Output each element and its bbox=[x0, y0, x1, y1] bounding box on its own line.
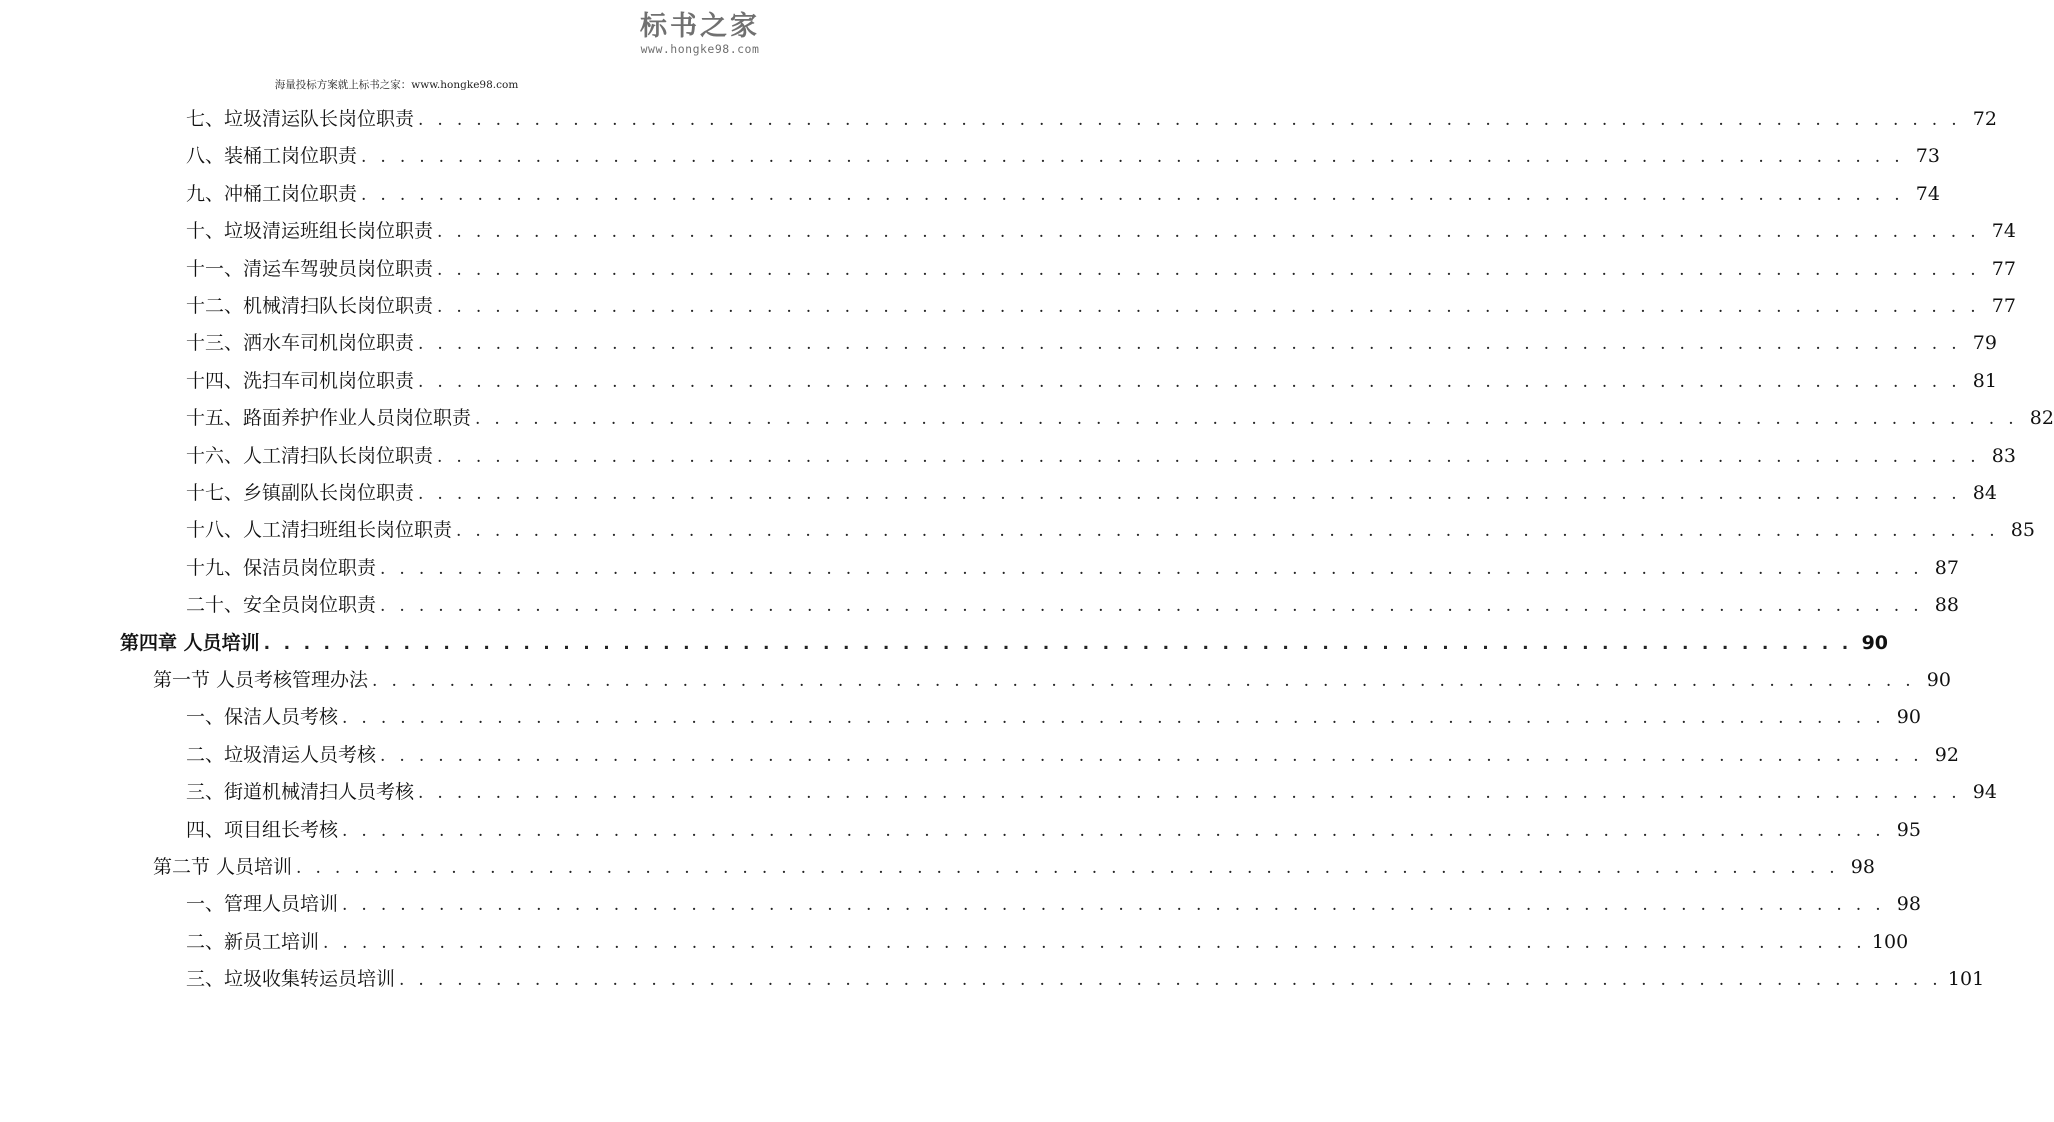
toc-entry-page-number: 74 bbox=[1915, 182, 1940, 205]
toc-entry-label: 九、冲桶工岗位职责 bbox=[186, 182, 358, 205]
toc-entry-item[interactable] bbox=[186, 251, 2016, 288]
toc-entry-item[interactable] bbox=[186, 213, 2016, 250]
toc-entry-item[interactable] bbox=[186, 699, 1921, 736]
toc-entry-label: 七、垃圾清运队长岗位职责 bbox=[186, 108, 415, 130]
toc-entry-label: 十、垃圾清运班组长岗位职责 bbox=[186, 220, 434, 243]
dot-leader: . . . . . . . . . . . . . . . . . . . . . . . . . . . . . . . . . . . . . . . . . . . . . . . . . . . . . . . . . . . . . . . . . . . . . . . . . . . . . . . . bbox=[418, 110, 1961, 130]
site-logo bbox=[625, 12, 775, 56]
toc-entry-page-number: 72 bbox=[1972, 108, 1997, 130]
toc-entry-label: 十一、清运车驾驶员岗位职责 bbox=[186, 257, 434, 280]
toc-entry-chapter[interactable] bbox=[120, 625, 1889, 662]
site-banner: 海量投标方案就上标书之家：www.hongke98.com bbox=[274, 79, 519, 91]
toc-entry-page-number: 98 bbox=[1896, 893, 1921, 916]
toc-entry-label: 三、街道机械清扫人员考核 bbox=[186, 781, 415, 804]
dot-leader: . . . . . . . . . . . . . . . . . . . . . . . . . . . . . . . . . . . . . . . . . . . . . . . . . . . . . . . . . . . . . . . . . . . . . . . . . . . . . . . . bbox=[418, 484, 1961, 504]
dot-leader: . . . . . . . . . . . . . . . . . . . . . . . . . . . . . . . . . . . . . . . . . . . . . . . . . . . . . . . . . . . . . . . . . . . . . . . . . . . . . . . . bbox=[323, 932, 1866, 953]
toc-entry-page-number: 81 bbox=[1972, 369, 1997, 392]
dot-leader: . . . . . . . . . . . . . . . . . . . . . . . . . . . . . . . . . . . . . . . . . . . . . . . . . . . . . . . . . . . . . . . . . . . . . . . . . . . . . . . . bbox=[380, 745, 1923, 766]
toc-entry-label: 二十、安全员岗位职责 bbox=[186, 594, 377, 617]
toc-entry-item[interactable] bbox=[186, 176, 1940, 213]
dot-leader: . . . . . . . . . . . . . . . . . . . . . . . . . . . . . . . . . . . . . . . . . . . . . . . . . . . . . . . . . . . . . . . . . . . . . . . . . . . . . . . . bbox=[418, 371, 1961, 392]
toc-entry-item[interactable] bbox=[186, 101, 1997, 138]
toc-entry-page-number: 83 bbox=[1991, 444, 2016, 467]
toc-entry-label: 四、项目组长考核 bbox=[186, 818, 339, 841]
toc-entry-label: 十七、乡镇副队长岗位职责 bbox=[186, 482, 415, 504]
toc-entry-label: 十九、保洁员岗位职责 bbox=[186, 556, 377, 579]
dot-leader: . . . . . . . . . . . . . . . . . . . . . . . . . . . . . . . . . . . . . . . . . . . . . . . . . . . . . . . . . . . . . . . . . . . . . . . . . . . . . . . . bbox=[380, 558, 1923, 579]
toc-entry-section[interactable] bbox=[153, 662, 1951, 699]
toc-entry-page-number: 88 bbox=[1934, 594, 1959, 617]
toc-entry-page-number: 73 bbox=[1915, 145, 1940, 168]
toc-entry-item[interactable] bbox=[186, 512, 2035, 549]
toc-entry-label: 十八、人工清扫班组长岗位职责 bbox=[186, 519, 453, 542]
toc-entry-page-number: 90 bbox=[1926, 669, 1951, 691]
toc-entry-item[interactable] bbox=[186, 737, 1959, 774]
dot-leader: . . . . . . . . . . . . . . . . . . . . . . . . . . . . . . . . . . . . . . . . . . . . . . . . . . . . . . . . . . . . . . . . . . . . . . . . . . . . . . . . bbox=[437, 259, 1980, 280]
dot-leader: . . . . . . . . . . . . . . . . . . . . . . . . . . . . . . . . . . . . . . . . . . . . . . . . . . . . . . . . . . . . . . . . . . . . . . . . . . . . . . . . bbox=[418, 783, 1961, 804]
toc-entry-page-number: 77 bbox=[1991, 257, 2016, 280]
dot-leader: . . . . . . . . . . . . . . . . . . . . . . . . . . . . . . . . . . . . . . . . . . . . . . . . . . . . . . . . . . . . . . . . . . . . . . . . . . . . . . . . bbox=[475, 409, 2018, 430]
dot-leader: . . . . . . . . . . . . . . . . . . . . . . . . . . . . . . . . . . . . . . . . . . . . . . . . . . . . . . . . . . . . . . . . . . . . . . . . . . . . . . . . bbox=[342, 820, 1885, 841]
toc-entry-item[interactable] bbox=[186, 325, 1997, 362]
dot-leader: . . . . . . . . . . . . . . . . . . . . . . . . . . . . . . . . . . . . . . . . . . . . . . . . . . . . . . . . . . . . . . . . . . . . . . . . . . . . . . . . bbox=[399, 970, 1942, 991]
dot-leader: . . . . . . . . . . . . . . . . . . . . . . . . . . . . . . . . . . . . . . . . . . . . . . . . . . . . . . . . . . . . . . . . . . . . . . . . . . . . . . . . bbox=[437, 222, 1980, 243]
toc-entry-item[interactable] bbox=[186, 550, 1959, 587]
toc-entry-label: 十四、洗扫车司机岗位职责 bbox=[186, 369, 415, 392]
toc-entry-page-number: 87 bbox=[1934, 556, 1959, 579]
toc-entry-page-number: 90 bbox=[1896, 706, 1921, 729]
toc-entry-label: 二、垃圾清运人员考核 bbox=[186, 743, 377, 766]
toc-entry-label: 十五、路面养护作业人员岗位职责 bbox=[186, 407, 472, 430]
toc-entry-label: 第二节 人员培训 bbox=[153, 856, 293, 878]
toc-entry-item[interactable] bbox=[186, 774, 1997, 811]
toc-entry-page-number: 100 bbox=[1871, 930, 1909, 953]
toc-entry-label: 第四章 人员培训 bbox=[120, 631, 260, 654]
dot-leader: . . . . . . . . . . . . . . . . . . . . . . . . . . . . . . . . . . . . . . . . . . . . . . . . . . . . . . . . . . . . . . . . . . . . . . . . . . . . . . . . bbox=[342, 895, 1885, 916]
toc-entry-label: 三、垃圾收集转运员培训 bbox=[186, 968, 396, 991]
dot-leader: . . . . . . . . . . . . . . . . . . . . . . . . . . . . . . . . . . . . . . . . . . . . . . . . . . . . . . . . . . . . . . . . . . . . . . . . . . . . . . . . bbox=[437, 297, 1980, 317]
dot-leader: . . . . . . . . . . . . . . . . . . . . . . . . . . . . . . . . . . . . . . . . . . . . . . . . . . . . . . . . . . . . . . . . . . . . . . . . . . . . . . . . bbox=[372, 671, 1915, 691]
toc-entry-page-number: 77 bbox=[1991, 295, 2016, 317]
dot-leader: . . . . . . . . . . . . . . . . . . . . . . . . . . . . . . . . . . . . . . . . . . . . . . . . . . . . . . . . . . . . . . . . . . . . . . . . . . . . . . . . bbox=[296, 858, 1839, 878]
toc-entry-item[interactable] bbox=[186, 924, 1909, 961]
logo-title: 标书之家 bbox=[640, 11, 760, 42]
toc-entry-label: 第一节 人员考核管理办法 bbox=[153, 669, 369, 691]
toc-entry-page-number: 84 bbox=[1972, 482, 1997, 504]
toc-entry-item[interactable] bbox=[186, 400, 2054, 437]
toc-entry-page-number: 95 bbox=[1896, 818, 1921, 841]
toc-entry-page-number: 79 bbox=[1972, 332, 1997, 355]
dot-leader: . . . . . . . . . . . . . . . . . . . . . . . . . . . . . . . . . . . . . . . . . . . . . . . . . . . . . . . . . . . . . . . . . . . . . . . . . . . . . . . . bbox=[263, 633, 1853, 654]
toc-entry-label: 十六、人工清扫队长岗位职责 bbox=[186, 444, 434, 467]
dot-leader: . . . . . . . . . . . . . . . . . . . . . . . . . . . . . . . . . . . . . . . . . . . . . . . . . . . . . . . . . . . . . . . . . . . . . . . . . . . . . . . . bbox=[361, 184, 1904, 205]
toc-entry-page-number: 85 bbox=[2010, 519, 2035, 542]
toc-entry-item[interactable] bbox=[186, 587, 1959, 624]
toc-entry-item[interactable] bbox=[186, 438, 2016, 475]
toc-entry-page-number: 101 bbox=[1947, 968, 1985, 991]
toc-entry-label: 十三、洒水车司机岗位职责 bbox=[186, 332, 415, 355]
dot-leader: . . . . . . . . . . . . . . . . . . . . . . . . . . . . . . . . . . . . . . . . . . . . . . . . . . . . . . . . . . . . . . . . . . . . . . . . . . . . . . . . bbox=[342, 708, 1885, 729]
toc-entry-item[interactable] bbox=[186, 475, 1997, 512]
toc-entry-item[interactable] bbox=[186, 288, 2016, 325]
toc-entry-item[interactable] bbox=[186, 961, 1985, 998]
toc-entry-page-number: 92 bbox=[1934, 743, 1959, 766]
dot-leader: . . . . . . . . . . . . . . . . . . . . . . . . . . . . . . . . . . . . . . . . . . . . . . . . . . . . . . . . . . . . . . . . . . . . . . . . . . . . . . . . bbox=[437, 446, 1980, 467]
toc-entry-label: 二、新员工培训 bbox=[186, 930, 320, 953]
toc-entry-page-number: 98 bbox=[1850, 856, 1875, 878]
logo-url: www.hongke98.com bbox=[640, 42, 760, 56]
dot-leader: . . . . . . . . . . . . . . . . . . . . . . . . . . . . . . . . . . . . . . . . . . . . . . . . . . . . . . . . . . . . . . . . . . . . . . . . . . . . . . . . bbox=[418, 334, 1961, 355]
toc-entry-item[interactable] bbox=[186, 363, 1997, 400]
toc-entry-section[interactable] bbox=[153, 849, 1875, 886]
toc-entry-page-number: 90 bbox=[1861, 631, 1889, 654]
dot-leader: . . . . . . . . . . . . . . . . . . . . . . . . . . . . . . . . . . . . . . . . . . . . . . . . . . . . . . . . . . . . . . . . . . . . . . . . . . . . . . . . bbox=[361, 147, 1904, 168]
toc-entry-page-number: 94 bbox=[1972, 781, 1997, 804]
dot-leader: . . . . . . . . . . . . . . . . . . . . . . . . . . . . . . . . . . . . . . . . . . . . . . . . . . . . . . . . . . . . . . . . . . . . . . . . . . . . . . . . bbox=[380, 596, 1923, 617]
toc-entry-item[interactable] bbox=[186, 138, 1940, 175]
toc-entry-label: 一、保洁人员考核 bbox=[186, 706, 339, 729]
dot-leader: . . . . . . . . . . . . . . . . . . . . . . . . . . . . . . . . . . . . . . . . . . . . . . . . . . . . . . . . . . . . . . . . . . . . . . . . . . . . . . . . bbox=[456, 521, 1999, 542]
toc-entry-label: 一、管理人员培训 bbox=[186, 893, 339, 916]
toc-entry-page-number: 74 bbox=[1991, 220, 2016, 243]
toc-entry-item[interactable] bbox=[186, 886, 1921, 923]
toc-entry-page-number: 82 bbox=[2029, 407, 2054, 430]
toc-entry-label: 十二、机械清扫队长岗位职责 bbox=[186, 295, 434, 317]
toc-entry-item[interactable] bbox=[186, 812, 1921, 849]
toc-entry-label: 八、装桶工岗位职责 bbox=[186, 145, 358, 168]
